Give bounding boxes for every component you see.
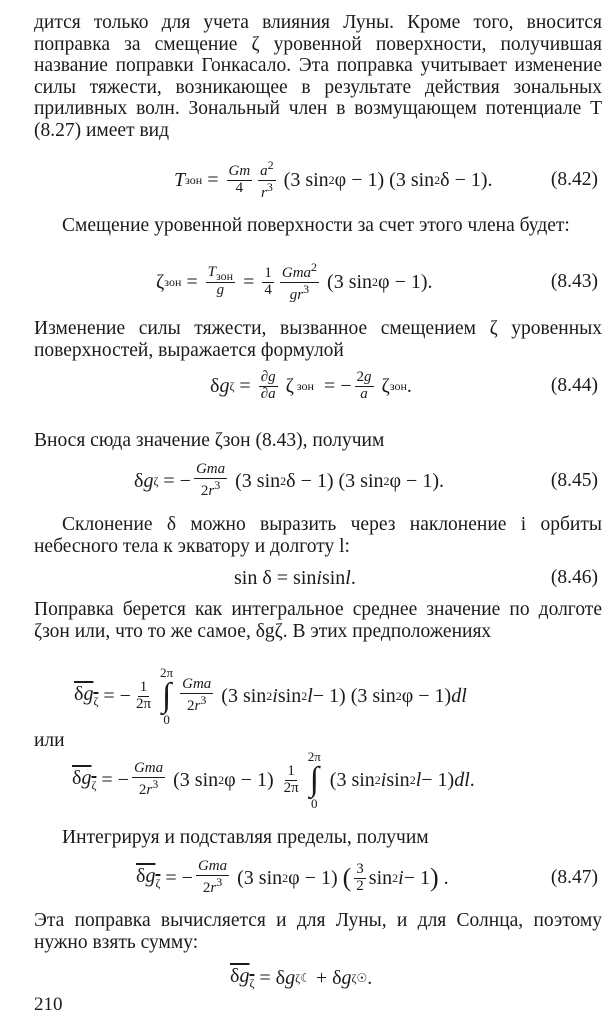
paragraph-shift: Смещение уровенной поверхности за счет этого члена будет:	[62, 215, 570, 236]
equation-8-46: sin δ = sin i sin l . (8.46)	[234, 566, 598, 589]
paragraph-sum: Эта поправка вычисляется и для Луны, и для Солнца, поэтому нужно взять сумму:	[34, 910, 602, 953]
equation-number: (8.46)	[550, 567, 598, 588]
paragraph-intro: дится только для учета влияния Луны. Кроме того, вносится поправка за смещение ζ уровенной поверхности, получившая название поправки Гонкасало. Эта поправка учитывает изменение силы тяжести, возникающее в результате действия зональных приливных волн. Зональный член в возмущающем потенциале T (8.27) имеет вид	[34, 12, 602, 141]
equation-number: (8.45)	[550, 470, 598, 491]
equation-number: (8.44)	[550, 375, 598, 396]
paragraph-gravity-change: Изменение силы тяжести, вызванное смещением ζ уровенных поверхностей, выражается формулой	[34, 318, 602, 361]
equation-8-44: δ g ζ = $\frac{\partial g}{\partial a}$ ζ зон = − $\frac{2g}{a}$ ζ зон . (8.44)	[210, 368, 598, 402]
paragraph-substitute: Внося сюда значение ζзон (8.43), получим	[34, 430, 385, 451]
paragraph-declination: Склонение δ можно выразить через наклонение i орбиты небесного тела к экватору и долготу l:	[34, 514, 602, 557]
equation-number: (8.47)	[550, 867, 598, 888]
equation-rearranged-integral: $\delta g_\zeta$ = − $\frac{\text{Gma}}{2r^3}$ (3 sin 2 φ − 1) $\frac{1}{2\pi}$ 2π ∫ 0 (3 sin 2 i sin 2 l − 1) dl .	[72, 749, 475, 811]
equation-8-42: T зон = $\frac{Gm}{4}$ $\frac{a^2}{r^3}$ (3 sin 2 φ − 1) (3 sin 2 δ − 1). (8.42)	[174, 157, 598, 201]
paragraph-integrating: Интегрируя и подставляя пределы, получим	[62, 827, 429, 848]
paragraph-correction: Поправка берется как интегральное среднее значение по долготе ζзон или, что то же самое, δgζ. В этих предположениях	[34, 599, 602, 642]
equation-8-45: δ g ζ = − $\frac{\text{Gma}}{2r^3}$ (3 sin 2 δ − 1) (3 sin 2 φ − 1). (8.45)	[134, 461, 598, 499]
equation-number: (8.42)	[550, 169, 598, 190]
equation-8-43: ζ зон = $\frac{T_{зон}}{g}$ = $\frac{1}{4}$ $\frac{Gma^2}{gr^3}$ (3 sin 2 φ − 1). (8.43)	[156, 259, 598, 303]
page-number: 210	[34, 994, 63, 1015]
equation-number: (8.43)	[550, 271, 598, 292]
equation-8-47: $\delta g_\zeta$ = − $\frac{\text{Gma}}{2r^3}$ (3 sin 2 φ − 1) ( $\frac{3}{2}$ sin 2 i − 1 ) . (8.47)	[136, 858, 598, 896]
paragraph-or: или	[34, 730, 65, 751]
equation-sum: $\delta g_\zeta$ = δ g ζ☾ + δ g ζ☉ .	[230, 965, 373, 990]
equation-mean-integral: $\delta g_\zeta$ = − $\frac{1}{2\pi}$ 2π ∫ 0 $\frac{\text{Gma}}{2r^3}$ (3 sin 2 i sin 2 l − 1) (3 sin 2 φ − 1) dl	[74, 665, 467, 727]
